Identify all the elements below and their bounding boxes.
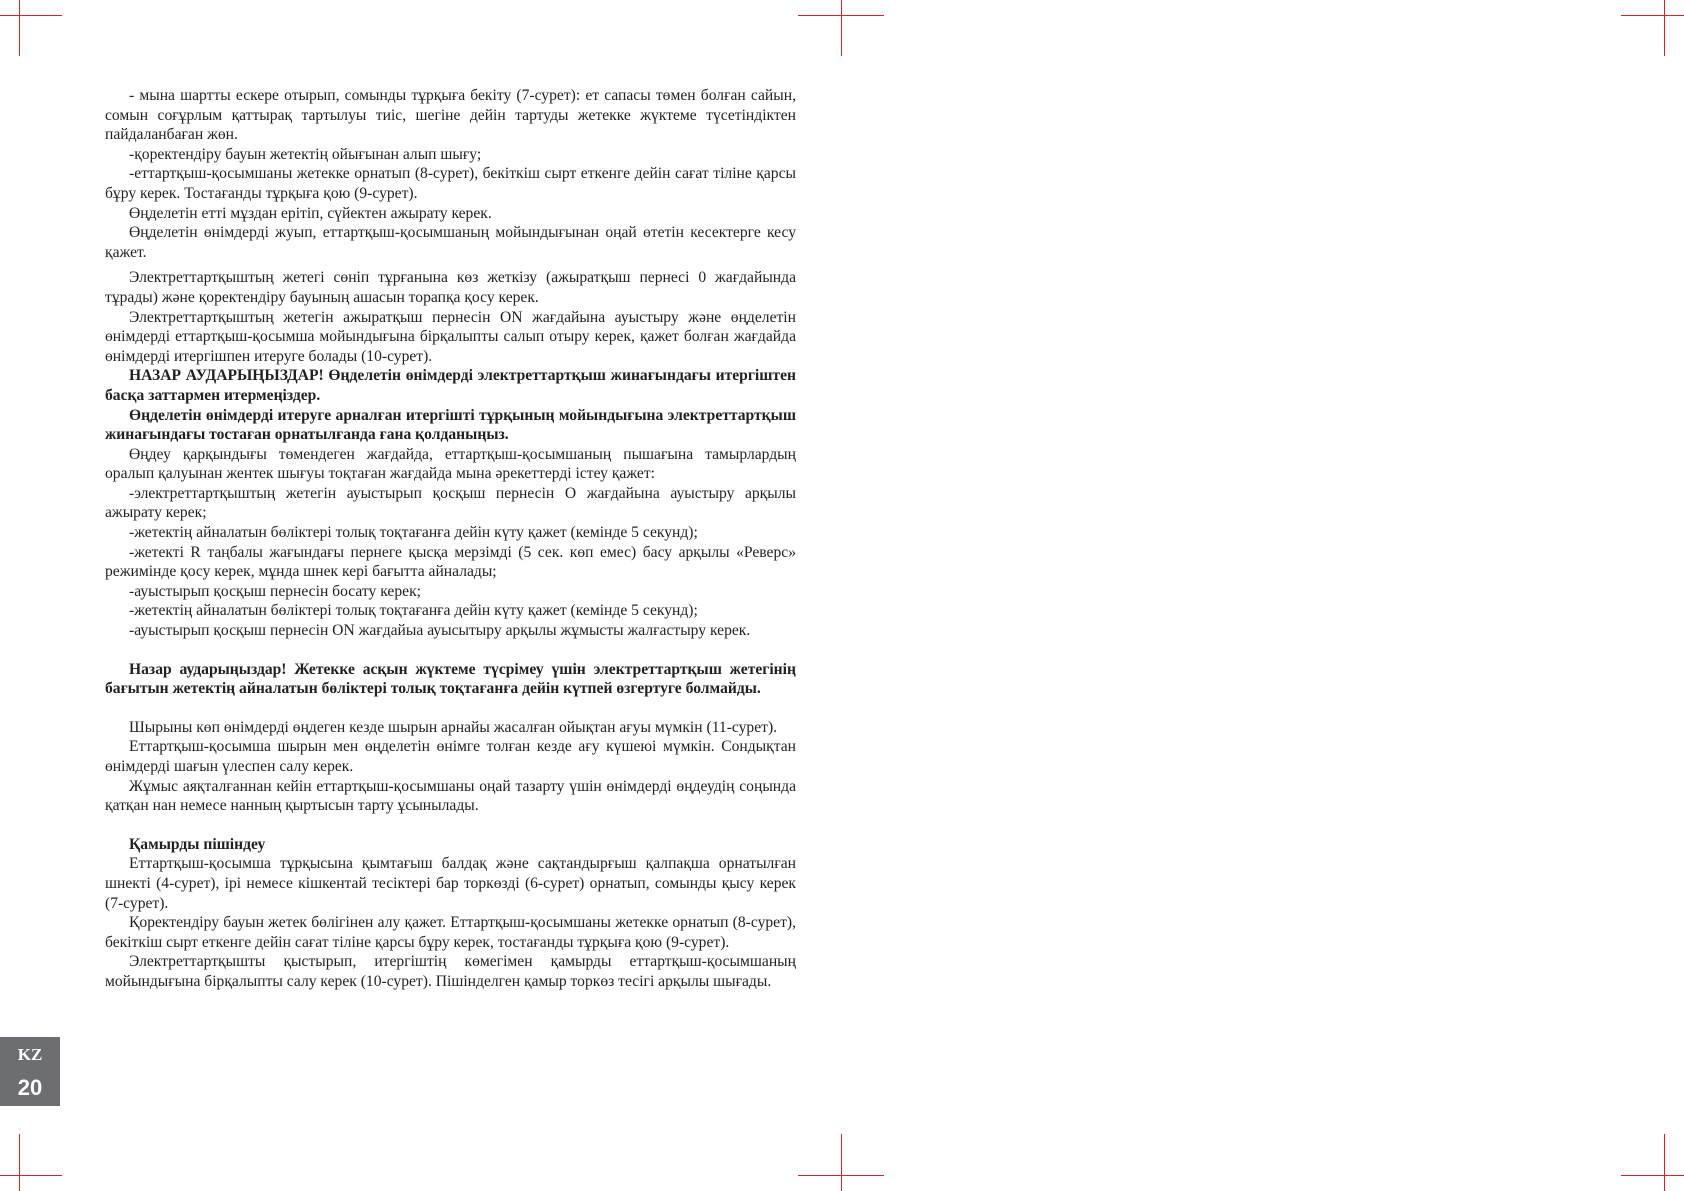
paragraph: Электреттартқышты қыстырып, итергіштің көмегімен қамырды еттартқыш-қосымшаның мойындығына бірқалыпты салу керек (10-сурет). Пішінделген қамыр торкөз тесігі арқылы шығады. (105, 953, 796, 990)
crop-mark (1664, 1134, 1665, 1191)
paragraph: -электреттартқыштың жетегін ауыстырып қосқыш пернесін O жағдайына ауыстыру арқылы ажырату керек; (105, 484, 796, 522)
paragraph: Өңделетін етті мұздан ерітіп, сүйектен ажырату керек. (129, 204, 492, 222)
paragraph: Өңделетін өнімдерді жуып, еттартқыш-қосымшаның мойындығынан оңай өтетін кесектерге кесу қажет. (105, 224, 796, 261)
paragraph: -еттартқыш-қосымшаны жетекке орнатып (8-сурет), бекіткіш сырт еткенге дейін сағат тіліне қарсы бұру керек. Тостағанды тұрқыға қою (9-сурет). (105, 165, 796, 202)
crop-mark (19, 0, 20, 56)
warning-paragraph: Өңделетін өнімдерді итеруге арналған итергішті тұрқының мойындығына электреттартқыш жинағындағы тостаған орнатылғанда ғана қолданыңыз. (105, 406, 796, 444)
paragraph: Электреттартқыштың жетегін ажыратқыш пернесін ON жағдайына ауыстыру және өңделетін өнімдерді еттартқыш-қосымша мойындығына бірқалыпты салып отыру керек, қажет болған жағдайда өнімдерді итергішпен итеруге болады (10-сурет). (105, 308, 796, 365)
paragraph: Еттартқыш-қосымша шырын мен өңделетін өнімге толған кезде ағу күшеюі мүмкін. Сондықтан өнімдерді шағын үлеспен салу керек. (105, 738, 796, 775)
crop-mark (19, 1134, 20, 1191)
paragraph: Электреттартқыштың жетегі сөніп тұрғанына көз жеткізу (ажыратқыш пернесі 0 жағдайында тұрады) және қоректендіру бауының ашасын торапқа қосу керек. (105, 269, 796, 306)
paragraph: -ауыстырып қосқыш пернесін босату керек; (129, 582, 421, 600)
paragraph: -жетектің айналатын бөліктері толық тоқтағанға дейін күту қажет (кемінде 5 секунд); (129, 602, 698, 620)
paragraph: Қоректендіру бауын жетек бөлігінен алу қажет. Еттартқыш-қосымшаны жетекке орнатып (8-сурет), бекіткіш сырт еткенге дейін сағат тіліне қарсы бұру керек, тостағанды тұрқыға қою (9-сурет). (105, 914, 796, 951)
paragraph: Өңдеу қарқындығы төмендеген жағдайда, еттартқыш-қосымшаның пышағына тамырлардың оралып қалуынан жентек шығуы тоқтаған жағдайда мына әрекеттерді істеу қажет: (105, 445, 796, 483)
crop-mark (0, 15, 62, 16)
paragraph: Еттартқыш-қосымша тұрқысына қымтағыш балдақ және сақтандырғыш қалпақша орнатылған шнекті (4-сурет), ірі немесе кішкентай тесіктері бар торкөзді (6-сурет) орнатып, сомынды қысу керек (7-сурет). (105, 855, 796, 912)
crop-mark (841, 0, 842, 56)
paragraph: Жұмыс аяқталғаннан кейін еттартқыш-қосымшаны оңай тазарту үшін өнімдерді өңдеудің соңында қатқан нан немесе нанның қыртысын тарту ұсынылады. (105, 777, 796, 815)
paragraph: -ауыстырып қосқыш пернесін ON жағдайыа ауысытыру арқылы жұмысты жалғастыру керек. (129, 622, 751, 640)
crop-mark (1621, 1175, 1684, 1176)
paragraph: -жетекті R таңбалы жағындағы пернеге қысқа мерзімді (5 сек. көп емес) басу арқылы «Реверс» режимінде қосу керек, мұнда шнек кері бағытта айналады; (105, 543, 796, 581)
paragraph: -қоректендіру бауын жетектің ойығынан алып шығу; (129, 145, 482, 163)
crop-mark (1621, 15, 1684, 16)
page-number: 20 (17, 1075, 43, 1100)
crop-mark (0, 1175, 62, 1176)
manual-text-column (105, 86, 796, 992)
warning-paragraph: Назар аударыңыздар! Жетекке асқын жүктеме түсрімеу үшін электреттартқыш жетегінің бағытын жетектің айналатын бөліктері толық тоқтағанға дейін күтпей өзгертуге болмайды. (105, 660, 796, 698)
paragraph: -жетектің айналатын бөліктері толық тоқтағанға дейін күту қажет (кемінде 5 секунд); (129, 524, 698, 542)
warning-paragraph: НАЗАР АУДАРЫҢЫЗДАР! Өңделетін өнімдерді электреттартқыш жинағындағы итергіштен басқа заттармен итермеңіздер. (105, 367, 796, 404)
section-heading: Қамырды пішіндеу (129, 835, 266, 853)
language-label: KZ (17, 1045, 43, 1064)
crop-mark (1664, 0, 1665, 56)
paragraph: Шырыны көп өнімдерді өңдеген кезде шырын арнайы жасалған ойықтан ағуы мүмкін (11-сурет). (129, 718, 778, 736)
crop-mark (841, 1134, 842, 1191)
page-tab (0, 1037, 60, 1106)
paragraph: - мына шартты ескере отырып, сомынды тұрқыға бекіту (7-сурет): ет сапасы төмен болған сайын, сомын соғұрлым қаттырақ тартылуы тиіс, шегіне дейін тартуды жетекке жүктеме түсетіндіктен пайдаланбаған жөн. (105, 87, 796, 144)
